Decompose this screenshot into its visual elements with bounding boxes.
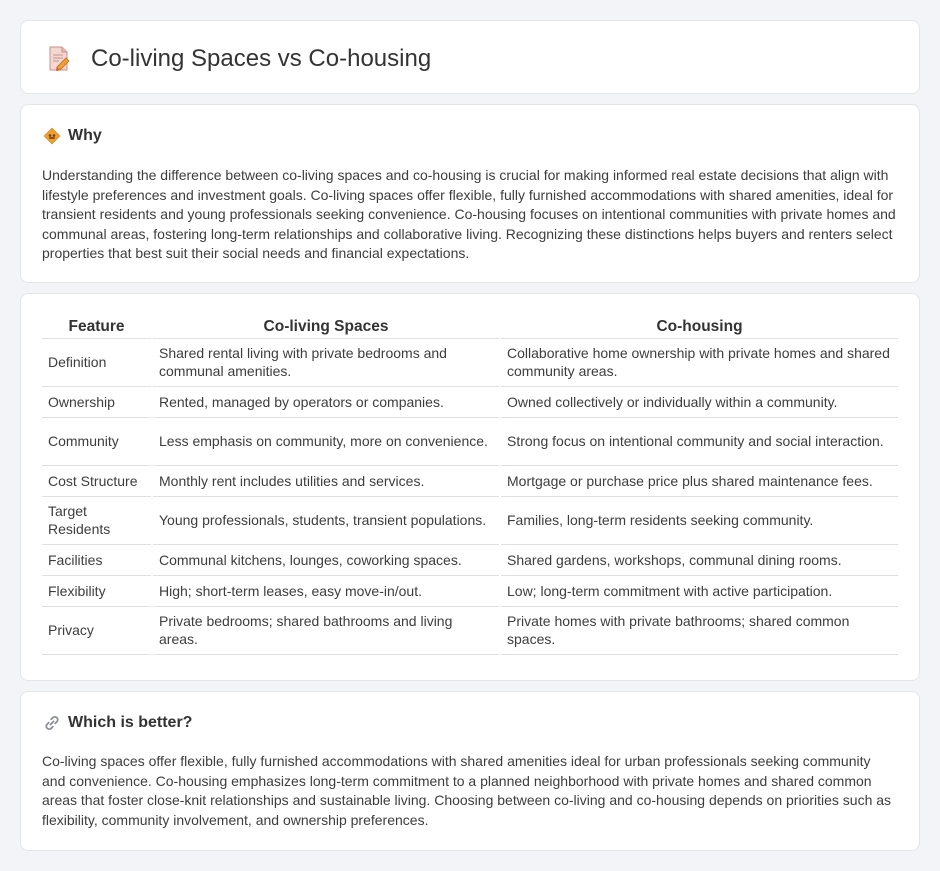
co-housing-cell: Owned collectively or individually within a community.	[500, 386, 898, 417]
co-living-cell: High; short-term leases, easy move-in/out.	[152, 575, 500, 606]
link-icon	[43, 714, 61, 732]
co-housing-cell: Mortgage or purchase price plus shared maintenance fees.	[500, 465, 898, 496]
table-row	[42, 606, 898, 654]
feature-cell: Flexibility	[42, 575, 152, 606]
feature-cell: Ownership	[42, 386, 152, 417]
feature-cell: Facilities	[42, 544, 152, 575]
comparison-table-card	[20, 293, 920, 681]
comparison-table	[42, 316, 898, 655]
co-living-cell: Communal kitchens, lounges, coworking spaces.	[152, 544, 500, 575]
co-housing-cell: Low; long-term commitment with active participation.	[500, 575, 898, 606]
table-row	[42, 338, 898, 386]
why-heading: Why	[68, 127, 102, 144]
co-housing-cell: Collaborative home ownership with private homes and shared community areas.	[500, 338, 898, 386]
why-paragraph: Understanding the difference between co-living spaces and co-housing is crucial for making informed real estate decisions that align with lifestyle preferences and investment goals. Co-living spaces offer flexible, fully furnished accommodations with shared amenities, ideal for transient residents and young professionals seeking convenience. Co-housing focuses on intentional communities with private homes and communal areas, fostering long-term relationships and collaborative living. Recognizing these distinctions helps buyers and renters select properties that best suit their social needs and financial expectations.	[42, 167, 896, 262]
co-housing-cell: Strong focus on intentional community and social interaction.	[500, 417, 898, 465]
document-pencil-icon	[48, 46, 70, 72]
table-row	[42, 417, 898, 465]
feature-cell: Target Residents	[42, 496, 152, 544]
header-co-living: Co-living Spaces	[152, 316, 500, 338]
title-card	[20, 20, 920, 94]
table-row	[42, 386, 898, 417]
table-row	[42, 496, 898, 544]
co-housing-cell: Private homes with private bathrooms; shared common spaces.	[500, 606, 898, 654]
table-row	[42, 465, 898, 496]
co-living-cell: Shared rental living with private bedrooms and communal amenities.	[152, 338, 500, 386]
table-header-row	[42, 316, 898, 338]
header-feature: Feature	[42, 316, 152, 338]
co-living-cell: Young professionals, students, transient populations.	[152, 496, 500, 544]
diamond-warning-icon	[43, 127, 61, 145]
co-living-cell: Less emphasis on community, more on convenience.	[152, 417, 500, 465]
feature-cell: Privacy	[42, 606, 152, 654]
feature-cell: Community	[42, 417, 152, 465]
page-title: Co-living Spaces vs Co-housing	[91, 45, 432, 72]
co-housing-cell: Families, long-term residents seeking community.	[500, 496, 898, 544]
co-living-cell: Monthly rent includes utilities and services.	[152, 465, 500, 496]
feature-cell: Definition	[42, 338, 152, 386]
table-row	[42, 575, 898, 606]
co-housing-cell: Shared gardens, workshops, communal dining rooms.	[500, 544, 898, 575]
which-is-better-section	[20, 691, 920, 851]
co-living-cell: Rented, managed by operators or companies.	[152, 386, 500, 417]
feature-cell: Cost Structure	[42, 465, 152, 496]
which-is-better-paragraph: Co-living spaces offer flexible, fully furnished accommodations with shared amenities ideal for urban professionals seeking community and convenience. Co-housing emphasizes long-term commitment to a planned neighborhood with private homes and shared common areas that foster close-knit relationships and sustainable living. Choosing between co-living and co-housing depends on priorities such as flexibility, community involvement, and ownership preferences.	[42, 753, 892, 828]
table-row	[42, 544, 898, 575]
header-co-housing: Co-housing	[500, 316, 898, 338]
why-section	[20, 104, 920, 283]
co-living-cell: Private bedrooms; shared bathrooms and living areas.	[152, 606, 500, 654]
which-is-better-heading: Which is better?	[68, 714, 193, 731]
